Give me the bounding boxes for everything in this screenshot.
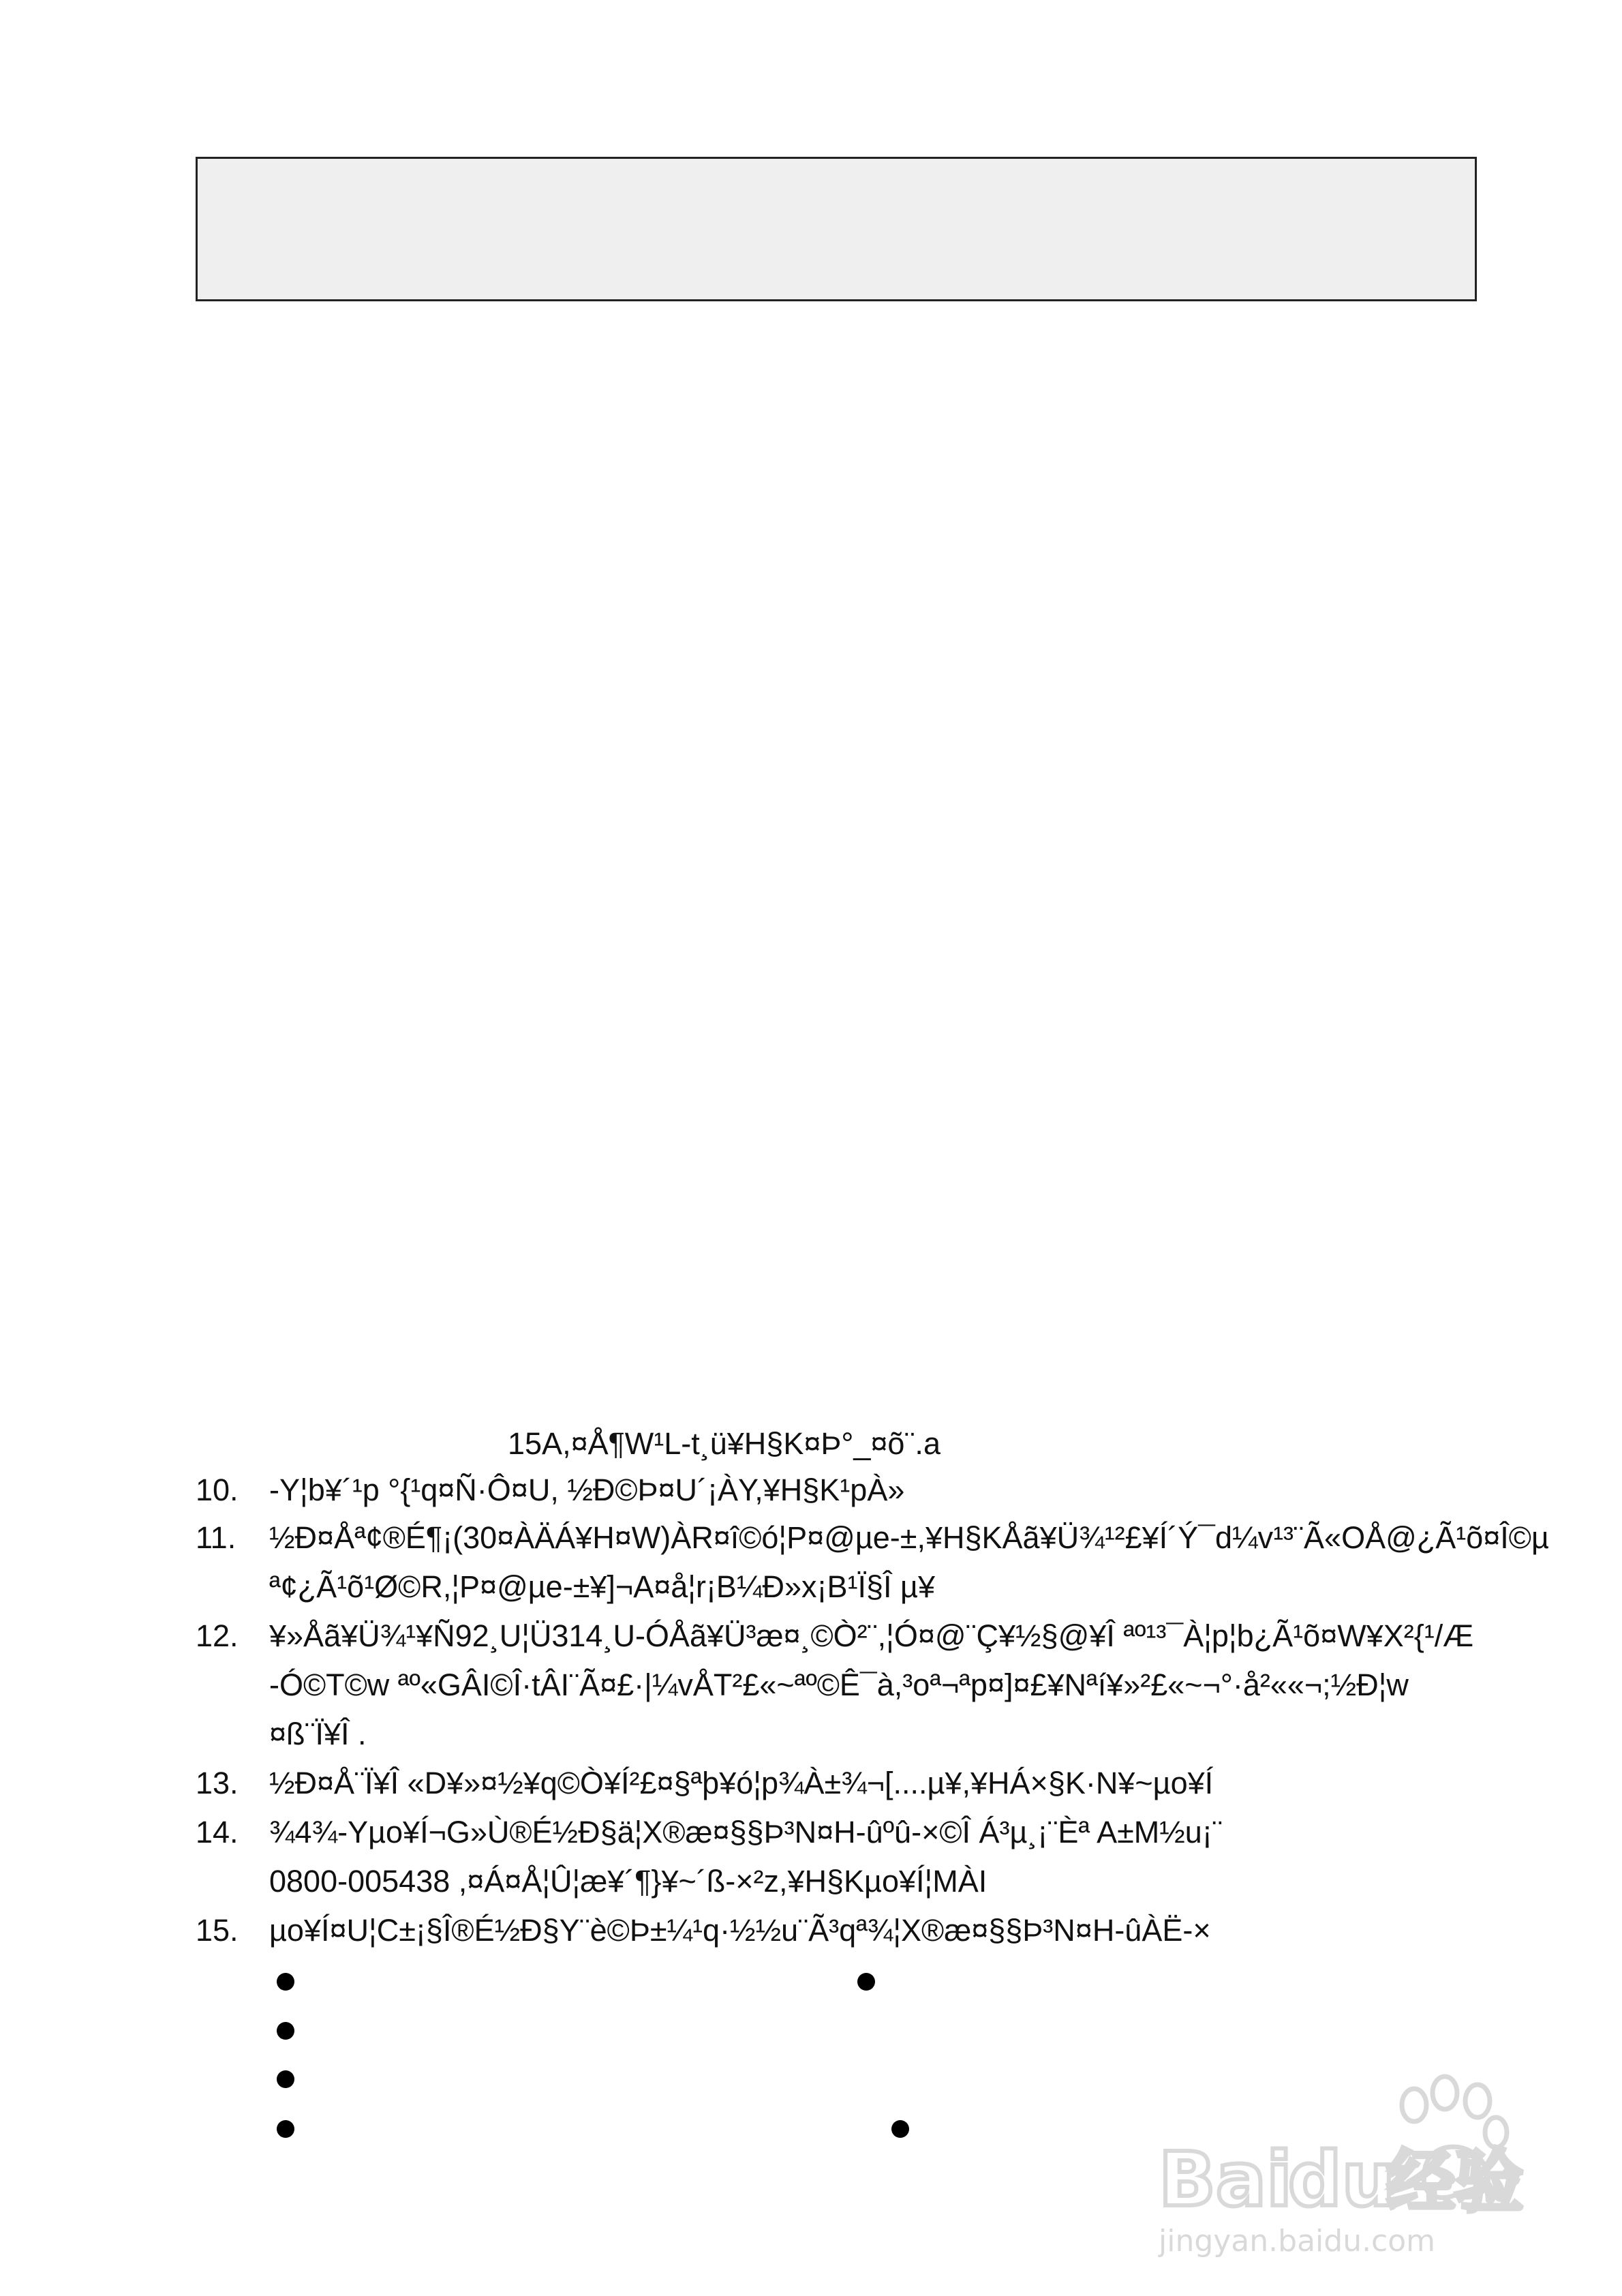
svg-text:Bai: Bai <box>1159 2136 1292 2223</box>
item-text: µo¥Í¤U¦C±¡§Î®É½Ð§Y¨è©Þ±¼¹q·½½u¨Ã³qª¾¦X®æ¤§§Þ³N¤H-ûÀË-× <box>269 1913 1211 1948</box>
item-text: ¤ß¨Ï¥Î . <box>269 1717 367 1751</box>
item-number: 10. <box>196 1472 239 1507</box>
item-number: 15. <box>196 1913 239 1948</box>
header-box <box>196 157 1477 301</box>
item-text: ½Ð¤Åª¢®É¶¡(30¤ÀÄÁ¥H¤W)ÀR¤î©ó¦P¤@µe-±,¥H§KÅã¥Ü¾¹²£¥Í´Ý¯d¼v¹³¨Ã«OÅ@¿Ã¹õ¤Î©µ <box>269 1520 1549 1555</box>
bullet-point <box>891 2120 909 2138</box>
bullet-point <box>277 2022 294 2040</box>
item-number: 13. <box>196 1766 239 1800</box>
item-number: 12. <box>196 1618 239 1653</box>
item-text: -Ó©T©w ªº«GÂI©Î·tÂI¨Ã¤£·|¼vÅT²£«~ªº©Ê¯à,³oª¬ªp¤]¤£¥Nªí¥»²£«~¬°·å²««¬;½Ð¦w <box>269 1667 1409 1702</box>
warning-heading: 15A,¤Å¶W¹L-t¸ü¥H§K¤Þ°_¤õ¨.a <box>508 1426 940 1461</box>
item-text: ¥»Åã¥Ü¾¹¥Ñ92¸U¦Ü314¸U-ÓÅã¥Ü³æ¤¸©Ò²¨,¦Ó¤@¨Ç¥½§@¥Î ªº¹³¯À¦p¦b¿Ã¹õ¤W¥X²{¹/Æ <box>269 1618 1474 1653</box>
svg-text:du: du <box>1288 2136 1396 2223</box>
bullet-point <box>277 2070 294 2088</box>
item-number: 11. <box>196 1520 236 1555</box>
bullet-point <box>857 1973 875 1991</box>
item-text: ¾4¾-Yµo¥Í¬G»Ù®É½Ð§ä¦X®æ¤§§Þ³N¤H-ûºû-×©Î Á³µ¸¡¨Èª A±M½u¡¨ <box>269 1815 1223 1849</box>
bullet-point <box>277 2120 294 2138</box>
item-text: 0800-005438 ,¤Á¤Å¦Û¦æ¥´¶}¥~´ß-×²z,¥H§Kµo¥Í¦MÀI <box>269 1864 988 1899</box>
item-text: -Y¦b¥´¹p °{¹q¤Ñ·Ô¤U, ½Ð©Þ¤U´¡ÀY,¥H§K¹pÀ» <box>269 1472 905 1507</box>
watermark-url: jingyan.baidu.com <box>1159 2224 1436 2259</box>
item-text: ª¢¿Ã¹õ¹Ø©R,¦P¤@µe-±¥]¬A¤å¦r¡B¼Ð»x¡B¹Ï§Î µ¥ <box>269 1569 935 1604</box>
svg-text:经验: 经验 <box>1387 2142 1523 2222</box>
item-number: 14. <box>196 1815 239 1849</box>
bullet-point <box>277 1973 294 1991</box>
item-text: ½Ð¤Å¨Ï¥Î «D¥»¤½¥q©Ò¥Í²£¤§ªþ¥ó¦p¾À±¾¬[....µ¥,¥HÁ×§K·N¥~µo¥Í <box>269 1766 1214 1800</box>
